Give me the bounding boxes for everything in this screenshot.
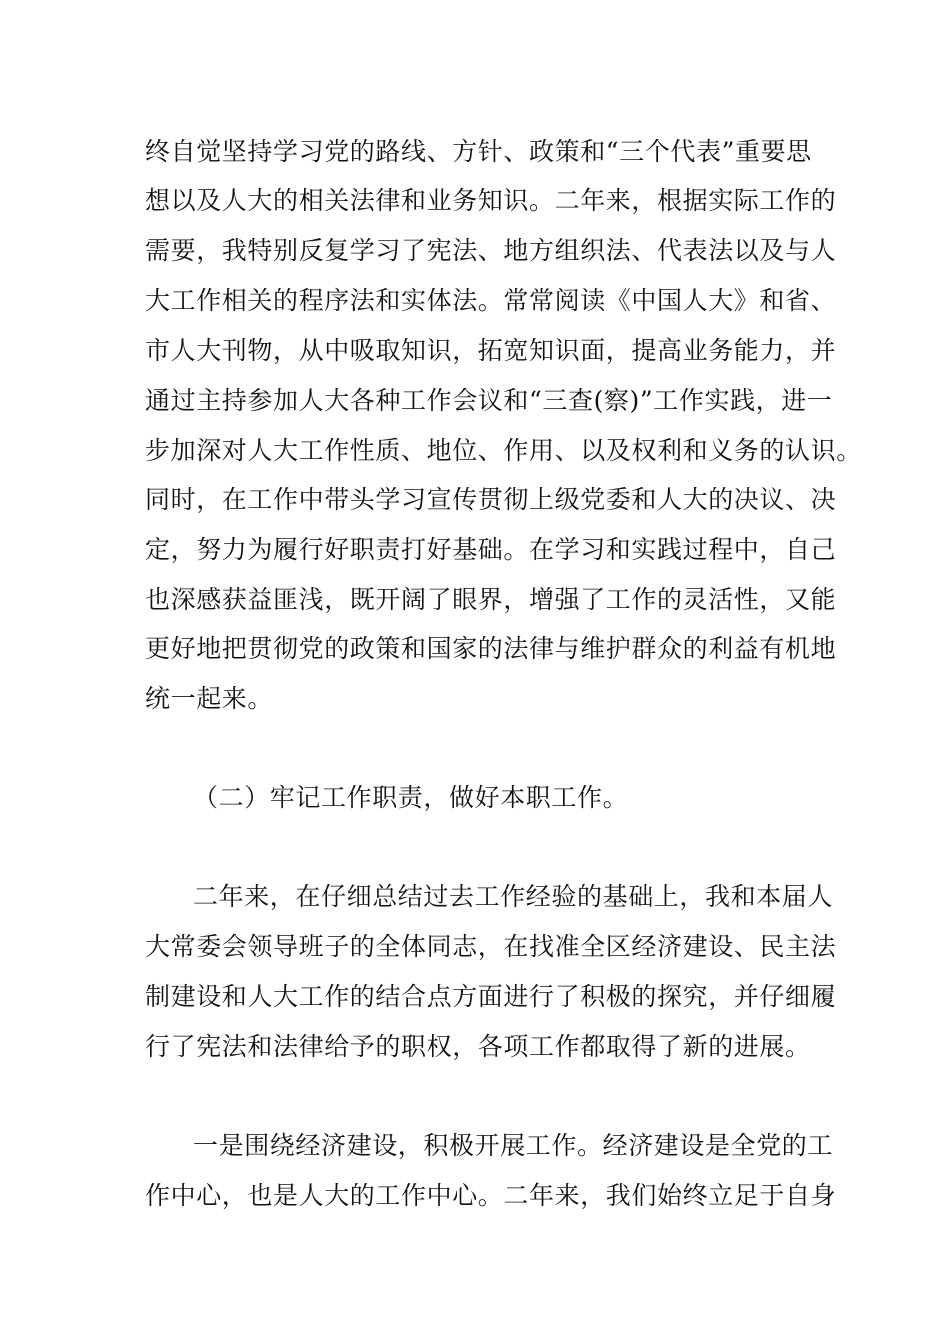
paragraph-line: 二年来，在仔细总结过去工作经验的基础上，我和本届人 xyxy=(193,882,834,911)
paragraph-line: 行了宪法和法律给予的职权，各项工作都取得了新的进展。 xyxy=(145,1032,811,1061)
paragraph-line: 需要，我特别反复学习了宪法、地方组织法、代表法以及与人 xyxy=(145,236,837,265)
paragraph-line: 想以及人大的相关法律和业务知识。二年来，根据实际工作的 xyxy=(145,186,837,215)
paragraph-line: 更好地把贯彻党的政策和国家的法律与维护群众的利益有机地 xyxy=(145,634,837,663)
section-heading: （二）牢记工作职责，做好本职工作。 xyxy=(193,783,629,812)
paragraph-line: 通过主持参加人大各种工作会议和“三查(察)”工作实践，进一 xyxy=(145,386,833,415)
paragraph-line: 终自觉坚持学习党的路线、方针、政策和“三个代表”重要思 xyxy=(145,137,812,166)
paragraph-line: 大常委会领导班子的全体同志，在找准全区经济建设、民主法 xyxy=(145,932,837,961)
paragraph-line: 市人大刊物，从中吸取知识，拓宽知识面，提高业务能力，并 xyxy=(145,336,837,365)
paragraph-line: 作中心，也是人大的工作中心。二年来，我们始终立足于自身 xyxy=(145,1181,837,1210)
paragraph-line: 统一起来。 xyxy=(145,684,274,713)
paragraph-line: 步加深对人大工作性质、地位、作用、以及权利和义务的认识。 xyxy=(145,436,862,465)
paragraph-line: 大工作相关的程序法和实体法。常常阅读《中国人大》和省、 xyxy=(145,286,837,315)
paragraph-line: 一是围绕经济建设，积极开展工作。经济建设是全党的工 xyxy=(193,1131,834,1160)
paragraph-line: 也深感获益匪浅，既开阔了眼界，增强了工作的灵活性，又能 xyxy=(145,585,837,614)
paragraph-line: 定，努力为履行好职责打好基础。在学习和实践过程中，自己 xyxy=(145,535,837,564)
paragraph-line: 同时，在工作中带头学习宣传贯彻上级党委和人大的决议、决 xyxy=(145,485,837,514)
paragraph-line: 制建设和人大工作的结合点方面进行了积极的探究，并仔细履 xyxy=(145,982,837,1011)
